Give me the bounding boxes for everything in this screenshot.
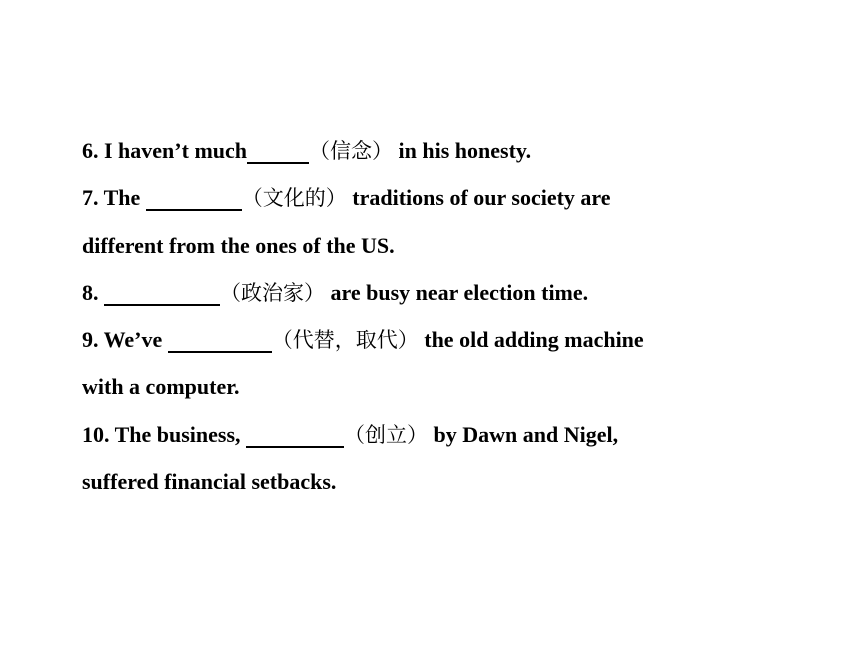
answer-blank-8[interactable] — [104, 280, 220, 306]
exercise-7-hint: （文化的） — [241, 186, 347, 211]
exercise-7 — [82, 174, 782, 221]
exercise-9-continuation: with a computer. — [82, 374, 240, 400]
exercise-7-continuation: different from the ones of the US. — [82, 232, 395, 258]
exercise-6-hint: （信念） — [309, 139, 394, 163]
exercise-9-hint: （代替，取代） — [271, 328, 419, 353]
exercise-9-prefix: 9. We’ve — [82, 327, 168, 353]
exercise-10-continuation: suffered financial setbacks. — [82, 469, 337, 495]
exercise-6-suffix: in his honesty. — [393, 138, 532, 163]
exercise-6-prefix: 6. I haven’t much — [82, 138, 248, 163]
exercise-8 — [82, 269, 782, 316]
exercise-8-hint: （政治家） — [220, 280, 325, 305]
answer-blank-9[interactable] — [168, 327, 272, 353]
exercise-10-prefix: 10. The business, — [82, 421, 247, 447]
answer-blank-6[interactable] — [247, 138, 309, 164]
exercise-list — [82, 127, 782, 505]
answer-blank-10[interactable] — [246, 422, 344, 448]
exercise-8-suffix: are busy near election time. — [325, 279, 589, 305]
exercise-7-prefix: 7. The — [82, 185, 146, 211]
exercise-6 — [82, 127, 782, 174]
exercise-9-suffix: the old adding machine — [418, 327, 644, 353]
exercise-7-suffix: traditions of our society are — [346, 185, 611, 211]
exercise-9 — [82, 316, 782, 363]
answer-blank-7[interactable] — [146, 185, 242, 211]
exercise-10-suffix: by Dawn and Nigel, — [428, 421, 619, 447]
exercise-10-hint: （创立） — [344, 422, 429, 447]
exercise-8-prefix: 8. — [82, 279, 104, 305]
exercise-10 — [82, 411, 782, 458]
